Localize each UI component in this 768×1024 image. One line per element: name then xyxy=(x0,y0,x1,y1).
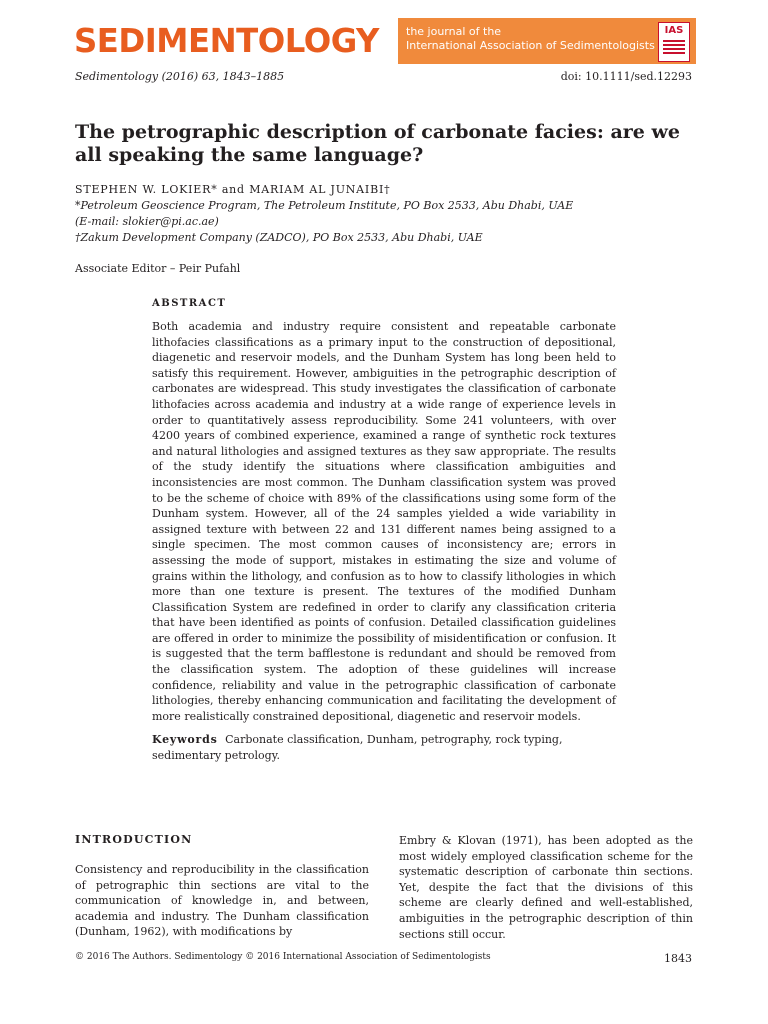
abstract-text: Both academia and industry require consistent and repeatable carbonate lithofacies classifications as a primary input to the construction of depositional, diagenetic and reservoir models, and the Dunham System has long been held to satisfy this requirement. However, ambiguities in the petrographic description of carbonates are widespread. This study investigates the classification of carbonate lithofacies across academia and industry at a wide range of experience levels in order to quantitatively assess reproducibility. Some 241 volunteers, with over 4200 years of combined experience, examined a range of synthetic rock textures and natural lithologies and assigned textures as they saw appropriate. The results of the study identify the situations where classification ambiguities and inconsistencies are most common. The Dunham classification system was proved to be the scheme of choice with 89% of the classifications using some form of the Dunham system. However, all of the 24 samples yielded a wide variability in assigned texture with between 22 and 131 different names being assigned to a single specimen. The most common causes of inconsistency are; errors in assessing the mode of support, mistakes in estimating the size and volume of grains within the lithology, and confusion as to how to classify lithologies in which more than one texture is present. The textures of the modified Dunham Classification System are redefined in order to clarify any classification criteria that have been identified as points of confusion. Detailed classification guidelines are offered in order to minimize the possibility of misidentification or confusion. It is suggested that the term bafflestone is redundant and should be removed from the classification system. The adoption of these guidelines will increase confidence, reliability and value in the petrographic classification of carbonate lithologies, thereby enhancing communication and facilitating the development of more realistically constrained depositional, diagenetic and reservoir models. xyxy=(152,320,616,723)
subtitle-line-1: the journal of the xyxy=(406,25,502,38)
journal-name: SEDIMENTOLOGY xyxy=(74,21,379,60)
citation-row xyxy=(75,70,692,83)
affiliation-email: (E-mail: slokier@pi.ac.ae) xyxy=(75,215,219,228)
introduction-right-column xyxy=(399,833,693,942)
keywords-label: Keywords xyxy=(152,733,218,747)
article-title: The petrographic description of carbonate facies: are we all speaking the same language? xyxy=(75,121,680,166)
journal-banner xyxy=(74,18,696,64)
abstract-heading: ABSTRACT xyxy=(152,298,227,309)
page-footer xyxy=(75,952,692,965)
doi[interactable]: doi: 10.1111/sed.12293 xyxy=(560,70,692,83)
ias-logo-icon xyxy=(658,22,690,62)
journal-citation: Sedimentology (2016) 63, 1843–1885 xyxy=(75,70,285,83)
authors: STEPHEN W. LOKIER* and MARIAM AL JUNAIBI† xyxy=(75,183,391,196)
subtitle-line-2: International Association of Sedimentologists xyxy=(406,39,655,52)
keywords xyxy=(152,732,616,763)
affiliation-2: †Zakum Development Company (ZADCO), PO Box 2533, Abu Dhabi, UAE xyxy=(75,231,483,244)
journal-subtitle-area xyxy=(398,18,696,64)
associate-editor: Associate Editor – Peir Pufahl xyxy=(75,262,241,275)
introduction-heading: INTRODUCTION xyxy=(75,833,193,846)
affiliation-1: *Petroleum Geoscience Program, The Petroleum Institute, PO Box 2533, Abu Dhabi, UAE xyxy=(75,199,574,212)
page-number: 1843 xyxy=(664,952,692,965)
journal-subtitle xyxy=(406,25,655,53)
introduction-text-right: Embry & Klovan (1971), has been adopted as the most widely employed classification scheme for the systematic description of carbonate thin sections. Yet, despite the fact that the divisions of this scheme are clearly defined and well-established, ambiguities in the petrographic description of thin sections still occur. xyxy=(399,834,693,941)
abstract xyxy=(152,298,616,764)
keywords-list: Carbonate classification, Dunham, petrography, rock typing, sedimentary petrology. xyxy=(152,733,563,763)
ias-logo-stripes xyxy=(663,40,685,56)
ias-logo-text: IAS xyxy=(664,25,684,36)
introduction-left-column xyxy=(75,833,369,940)
introduction-text-left: Consistency and reproducibility in the classification of petrographic thin sections are vital to the communication of knowledge in, and between, academia and industry. The Dunham classification (Dunham, 1962), with modifications by xyxy=(75,863,369,939)
journal-logo-area xyxy=(74,18,398,64)
copyright: © 2016 The Authors. Sedimentology © 2016 International Association of Sedimentologists xyxy=(75,952,491,962)
